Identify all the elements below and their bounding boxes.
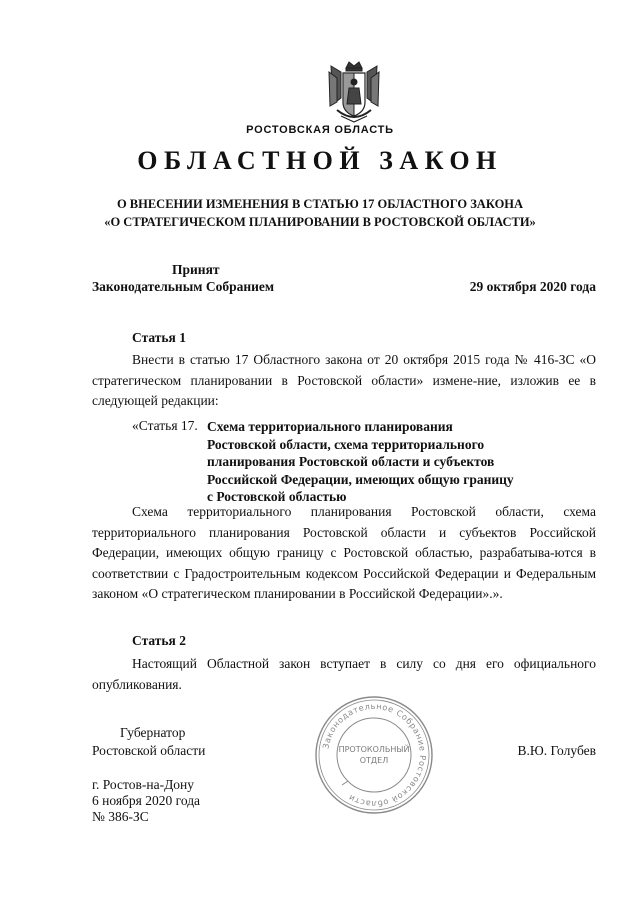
article-2-heading: Статья 2 — [132, 633, 186, 648]
quoted-article-number: «Статья 17. — [132, 418, 198, 433]
quote-heading-line: с Ростовской областью — [207, 489, 347, 504]
quote-heading-line: Ростовской области, схема территориального — [207, 436, 485, 452]
seal-ring-text: Законодательное Собрание Ростовской области — [320, 700, 429, 810]
rostov-coat-of-arms-icon — [327, 58, 381, 126]
quote-heading-line: планирования Ростовской области и субъектов — [207, 454, 495, 469]
seal-inner-line-2: ОТДЕЛ — [359, 756, 389, 765]
quote-heading-line: Российской Федерации, имеющих общую границу — [207, 471, 514, 487]
quoted-article-body — [92, 502, 596, 605]
quote-heading-line: Схема территориального планирования — [207, 419, 453, 434]
subtitle-line-2: «О СТРАТЕГИЧЕСКОМ ПЛАНИРОВАНИИ В РОСТОВСКОЙ ОБЛАСТИ» — [104, 215, 536, 229]
region-name: РОСТОВСКАЯ ОБЛАСТЬ — [246, 124, 394, 136]
place-and-date — [92, 777, 292, 825]
quoted-article-body-text: Схема территориального планирования Ростовской области, схема территориального планирования Ростовской области и субъектов Российской Федерации, имеющих общую границу с Ростовской областью, разрабатыва-ются в соответствии с Градостроительным кодексом Российской Федерации и Федеральным законом «О стратегическом планировании в Российской Федерации».». — [92, 504, 596, 601]
law-subtitle — [0, 195, 640, 231]
law-type-title: ОБЛАСТНОЙ ЗАКОН — [137, 146, 503, 175]
article-2-body — [92, 654, 596, 695]
seal-inner-line-1: ПРОТОКОЛЬНЫЙ — [338, 745, 410, 754]
article-2-body-text: Настоящий Областной закон вступает в силу со дня его официального опубликования. — [92, 656, 596, 692]
article-1-heading: Статья 1 — [132, 330, 186, 345]
city: г. Ростов-на-Дону — [92, 777, 195, 792]
signatory-title-line-2: Ростовской области — [92, 743, 206, 758]
signatory-title-line-1: Губернатор — [120, 725, 186, 740]
subtitle-line-1: О ВНЕСЕНИИ ИЗМЕНЕНИЯ В СТАТЬЮ 17 ОБЛАСТНОГО ЗАКОНА — [116, 197, 524, 211]
signing-date: 6 ноября 2020 года — [92, 793, 201, 808]
quoted-article-heading — [207, 418, 567, 506]
article-1-intro-text: Внести в статью 17 Областного закона от 20 октября 2015 года № 416-ЗС «О стратегическом планировании в Ростовской области» измене-ние, изложив ее в следующей редакции: — [92, 352, 596, 408]
law-number: № 386-ЗС — [92, 809, 149, 824]
adopted-by: Законодательным Собранием — [92, 279, 275, 294]
article-1-intro — [92, 350, 596, 412]
adoption-date: 29 октября 2020 года — [469, 279, 596, 294]
adopted-label: Принят — [172, 262, 220, 277]
official-round-seal-icon — [312, 693, 436, 817]
signatory-name: В.Ю. Голубев — [517, 743, 596, 758]
